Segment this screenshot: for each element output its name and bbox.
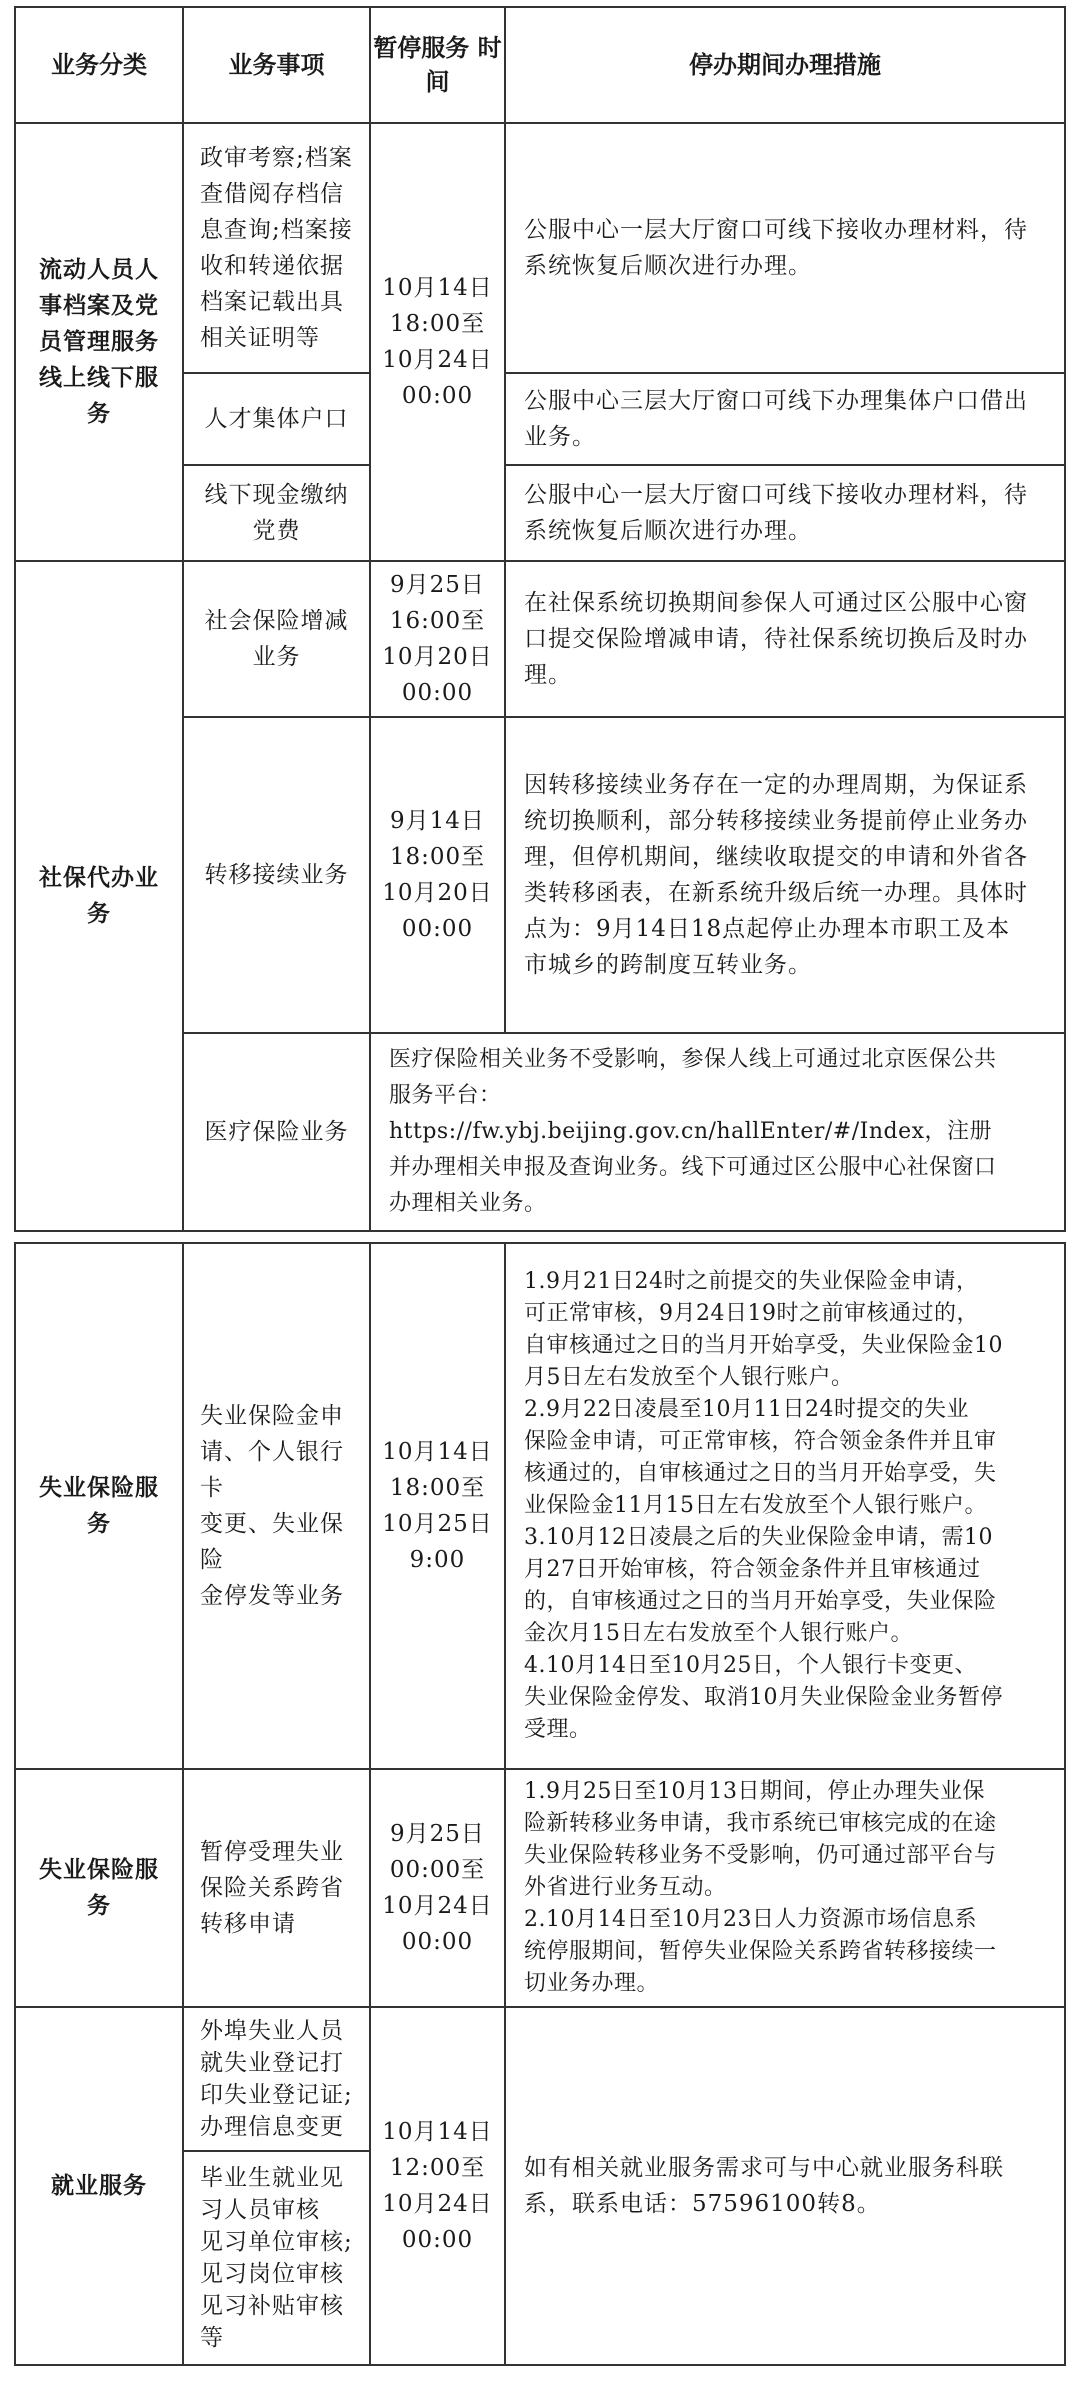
item-transfer-continuation-text: 转移接续业务 [204, 862, 349, 888]
category-social-insurance-agency [14, 560, 184, 1232]
measure-party-dues-text: 公服中心一层大厅窗口可线下接收办理材料，待 系统恢复后顺次进行办理。 [524, 482, 1028, 544]
item-internship-review [182, 2150, 371, 2366]
header-measures-text: 停办期间办理措施 [689, 50, 881, 79]
category-archives [14, 122, 184, 562]
measure-employment [504, 2006, 1066, 2366]
measure-medical-insurance-text: 医疗保险相关业务不受影响，参保人线上可通过北京医保公共 服务平台： https://fw.ybj.beijing.gov.cn/hallEnter/#/Index，注册 并办理相关申报及查询业务。线下可通过区公服中心社保窗口 办理相关业务。 [389, 1047, 997, 1216]
measure-medical-insurance [369, 1032, 1066, 1232]
time-transfer-continuation [369, 716, 506, 1034]
category-employment [14, 2006, 184, 2366]
time-employment-text: 10月14日 12:00至 10月24日 00:00 [382, 2119, 493, 2253]
category-unemployment-2 [14, 1768, 184, 2008]
header-measures [504, 6, 1066, 124]
item-transfer-continuation [182, 716, 371, 1034]
item-registration-printing-text: 外埠失业人员 就失业登记打 印失业登记证; 办理信息变更 [200, 2018, 353, 2140]
measure-archives-review [504, 122, 1066, 374]
category-social-insurance-agency-text: 社保代办业 务 [39, 864, 159, 927]
time-unemployment-benefits [369, 1242, 506, 1770]
header-category [14, 6, 184, 124]
measure-collective-hukou-text: 公服中心三层大厅窗口可线下办理集体户口借出 业务。 [524, 388, 1028, 450]
item-party-dues [182, 464, 371, 562]
time-cross-province-transfer-text: 9月25日 00:00至 10月24日 00:00 [382, 1821, 493, 1955]
measure-transfer-continuation [504, 716, 1066, 1034]
time-insurance-add-remove [369, 560, 506, 718]
item-archives-review-text: 政审考察;档案 查借阅存档信 息查询;档案接 收和转递依据 档案记载出具 相关证明等 [200, 145, 353, 351]
measure-archives-review-text: 公服中心一层大厅窗口可线下接收办理材料，待 系统恢复后顺次进行办理。 [524, 217, 1028, 279]
time-insurance-add-remove-text: 9月25日 16:00至 10月20日 00:00 [382, 572, 493, 706]
item-registration-printing [182, 2006, 371, 2152]
time-transfer-continuation-text: 9月14日 18:00至 10月20日 00:00 [382, 808, 493, 942]
measure-transfer-continuation-text: 因转移接续业务存在一定的办理周期，为保证系 统切换顺利，部分转移接续业务提前停止业务办 理，但停机期间，继续收取提交的申请和外省各 类转移函表，在新系统升级后统一办理。具体时 点为：9月14日18点起停止办理本市职工及本 市城乡的跨制度互转业务。 [524, 772, 1028, 978]
category-employment-text: 就业服务 [51, 2172, 147, 2199]
item-unemployment-benefits [182, 1242, 371, 1770]
measure-unemployment-benefits [504, 1242, 1066, 1770]
header-category-text: 业务分类 [51, 50, 147, 79]
category-unemployment-2-text: 失业保险服 务 [39, 1856, 159, 1919]
item-insurance-add-remove [182, 560, 371, 718]
item-collective-hukou-text: 人才集体户口 [204, 406, 349, 432]
measure-cross-province-transfer [504, 1768, 1066, 2008]
header-item-text: 业务事项 [228, 50, 325, 79]
item-unemployment-benefits-text: 失业保险金申 请、个人银行卡 变更、失业保险 金停发等业务 [200, 1403, 344, 1609]
measure-insurance-add-remove [504, 560, 1066, 718]
measure-party-dues [504, 464, 1066, 562]
measure-insurance-add-remove-text: 在社保系统切换期间参保人可通过区公服中心窗 口提交保险增减申请，待社保系统切换后及时办 理。 [524, 590, 1028, 688]
header-suspension-text: 暂停服务 时间 [373, 33, 502, 96]
item-medical-insurance-text: 医疗保险业务 [204, 1119, 349, 1145]
category-unemployment-1-text: 失业保险服 务 [39, 1474, 159, 1537]
item-cross-province-transfer-text: 暂停受理失业 保险关系跨省 转移申请 [200, 1839, 344, 1937]
category-archives-text: 流动人员人 事档案及党 员管理服务 线上线下服 务 [39, 256, 159, 427]
category-unemployment-1 [14, 1242, 184, 1770]
item-cross-province-transfer [182, 1768, 371, 2008]
time-archives [369, 122, 506, 562]
time-employment [369, 2006, 506, 2366]
item-internship-review-text: 毕业生就业见 习人员审核 见习单位审核; 见习岗位审核 见习补贴审核 等 [200, 2165, 353, 2351]
measure-collective-hukou [504, 372, 1066, 466]
item-insurance-add-remove-text: 社会保险增减 业务 [204, 608, 349, 670]
measure-cross-province-transfer-text: 1.9月25日至10月13日期间，停止办理失业保 险新转移业务申请，我市系统已审核完成的在途 失业保险转移业务不受影响，仍可通过部平台与 外省进行业务互动。 2.10月14日至10月23日人力资源市场信息系 统停服期间，暂停失业保险关系跨省转移接续一 切业务办理。 [524, 1779, 997, 1996]
item-archives-review [182, 122, 371, 374]
measure-unemployment-benefits-text: 1.9月21日24时之前提交的失业保险金申请， 可正常审核，9月24日19时之前审核通过的， 自审核通过之日的当月开始享受，失业保险金10 月5日左右发放至个人银行账户。 2.9月22日凌晨至10月11日24时提交的失业 保险金申请，可正常审核，符合领金条件并且审 核通过的，自审核通过之日的当月开始享受，失 业保险金11月15日左右发放至个人银行账户。 3.10月12日凌晨之后的失业保险金申请，需10 月27日开始审核，符合领金条件并且审核通过 的，自审核通过之日的当月开始享受，失业保险 金次月15日左右发放至个人银行账户。 4.10月14日至10月25日，个人银行卡变更、 失业保险金停发、取消10月失业保险金业务暂停 受理。 [524, 1269, 1003, 1742]
time-archives-text: 10月14日 18:00至 10月24日 00:00 [382, 275, 493, 409]
header-suspension-time [369, 6, 506, 124]
item-party-dues-text: 线下现金缴纳 党费 [204, 482, 349, 544]
measure-employment-text: 如有相关就业服务需求可与中心就业服务科联 系，联系电话：57596100转8。 [524, 2155, 1004, 2217]
time-cross-province-transfer [369, 1768, 506, 2008]
item-medical-insurance [182, 1032, 371, 1232]
item-collective-hukou [182, 372, 371, 466]
time-unemployment-benefits-text: 10月14日 18:00至 10月25日 9:00 [382, 1439, 493, 1573]
header-item [182, 6, 371, 124]
